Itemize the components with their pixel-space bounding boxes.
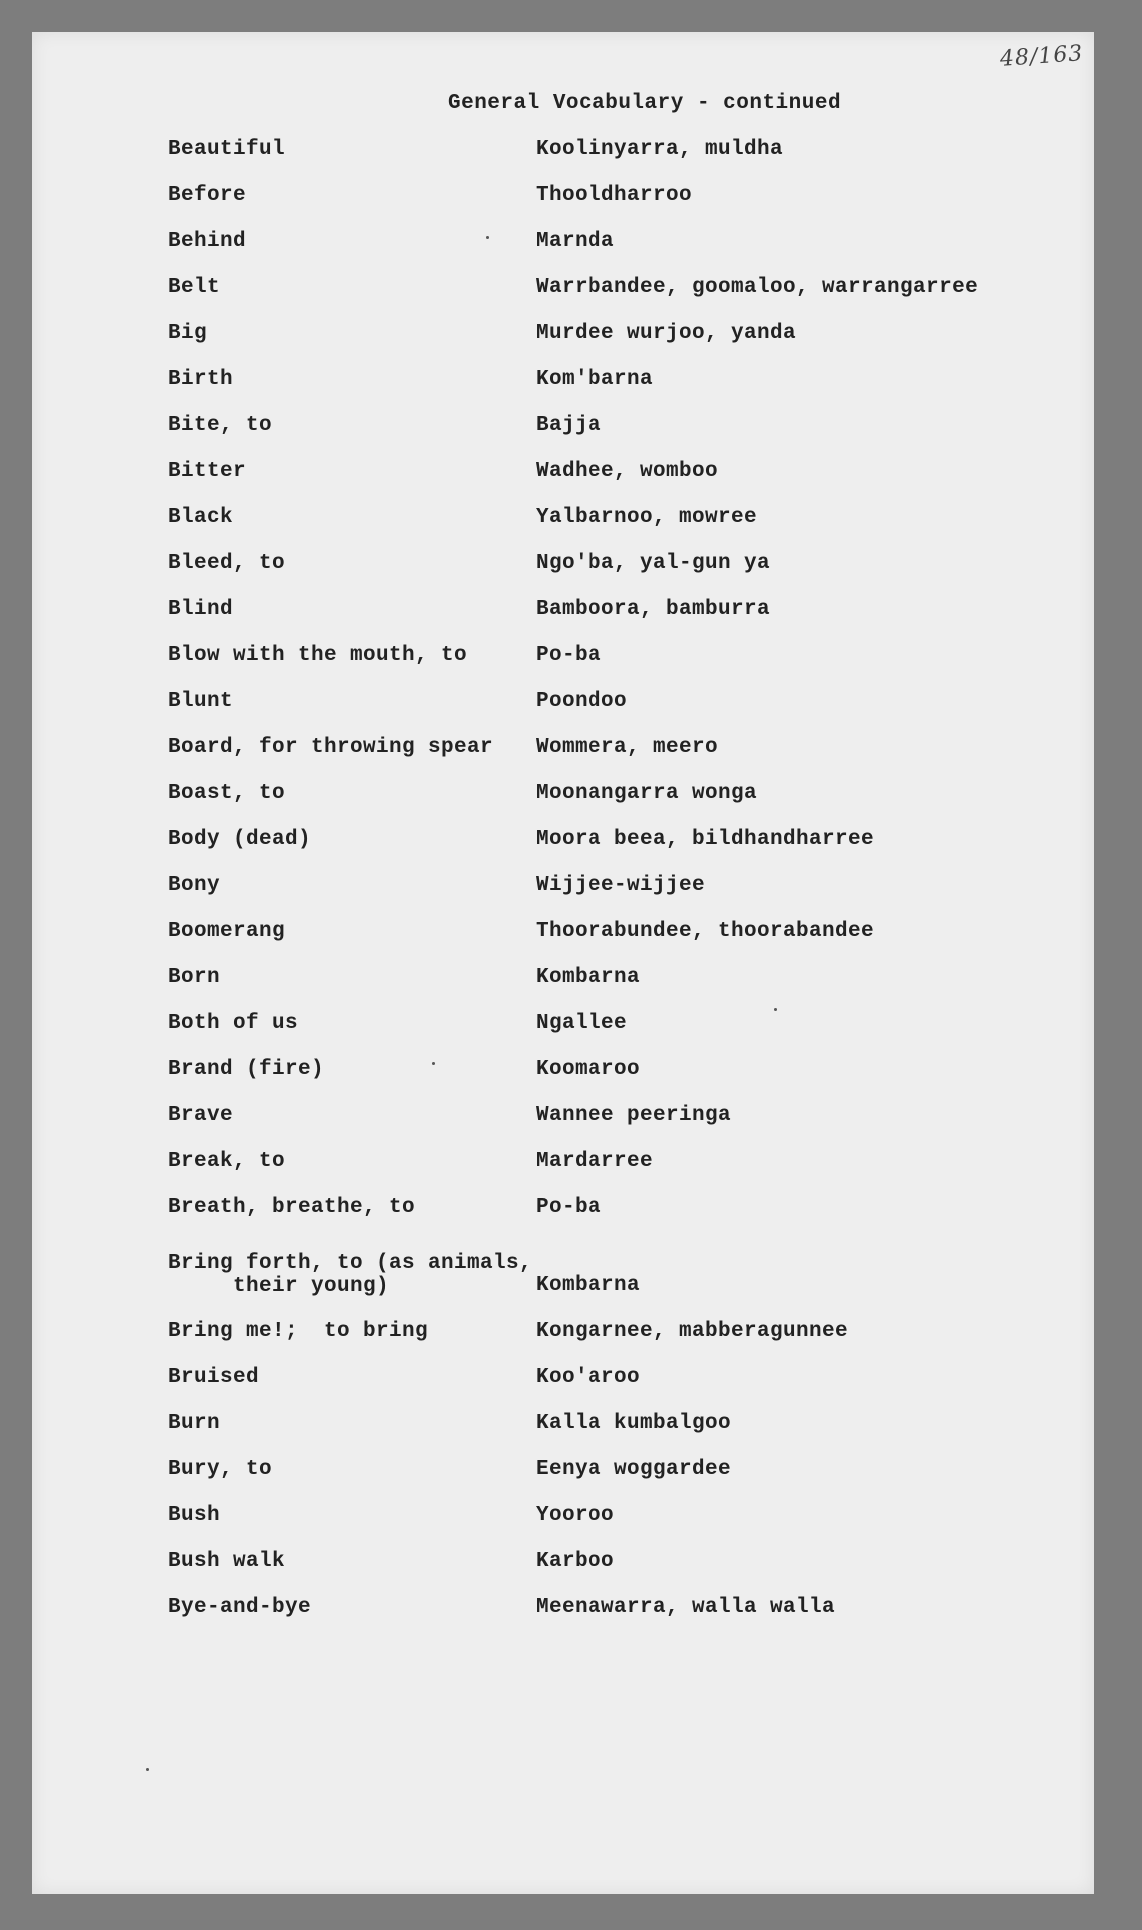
vocabulary-term: Board, for throwing spear [168,736,494,759]
vocabulary-term: Big [168,322,208,345]
vocabulary-row [0,184,1142,214]
vocabulary-row [0,1196,1142,1226]
vocabulary-row [0,966,1142,996]
vocabulary-definition: Po-ba [536,1196,602,1219]
vocabulary-row [0,1366,1142,1396]
vocabulary-term: Brand (fire) [168,1058,325,1081]
vocabulary-row [0,322,1142,352]
vocabulary-definition: Moora beea, bildhandharree [536,828,875,851]
vocabulary-definition: Kombarna [536,966,641,989]
vocabulary-row [0,368,1142,398]
vocabulary-term: Beautiful [168,138,286,161]
vocabulary-definition: Meenawarra, walla walla [536,1596,836,1619]
vocabulary-row [0,644,1142,674]
vocabulary-row [0,1504,1142,1534]
vocabulary-row [0,1550,1142,1580]
vocabulary-definition: Kalla kumbalgoo [536,1412,732,1435]
vocabulary-row [0,782,1142,812]
vocabulary-definition: Marnda [536,230,615,253]
vocabulary-term: Belt [168,276,221,299]
vocabulary-row [0,1058,1142,1088]
vocabulary-row [0,1458,1142,1488]
ink-speck [146,1768,149,1771]
vocabulary-row [0,736,1142,766]
vocabulary-row [0,1412,1142,1442]
vocabulary-definition: Thoorabundee, thoorabandee [536,920,875,943]
vocabulary-term: Bring me!; to bring [168,1320,429,1343]
vocabulary-definition: Thooldharroo [536,184,693,207]
vocabulary-term: Bye-and-bye [168,1596,312,1619]
vocabulary-term: Birth [168,368,234,391]
vocabulary-definition: Karboo [536,1550,615,1573]
vocabulary-row [0,828,1142,858]
vocabulary-definition: Bamboora, bamburra [536,598,771,621]
vocabulary-term: Break, to [168,1150,286,1173]
vocabulary-term: Both of us [168,1012,299,1035]
vocabulary-row [0,506,1142,536]
vocabulary-term: Bitter [168,460,247,483]
vocabulary-definition: Bajja [536,414,602,437]
vocabulary-definition: Murdee wurjoo, yanda [536,322,797,345]
vocabulary-definition: Yalbarnoo, mowree [536,506,758,529]
vocabulary-definition: Koo'aroo [536,1366,641,1389]
vocabulary-row [0,1320,1142,1350]
vocabulary-row [0,276,1142,306]
vocabulary-row [0,230,1142,260]
vocabulary-definition: Po-ba [536,644,602,667]
vocabulary-definition: Warrbandee, goomaloo, warrangarree [536,276,979,299]
vocabulary-definition: Yooroo [536,1504,615,1527]
vocabulary-row [0,1104,1142,1134]
vocabulary-term: Blind [168,598,234,621]
vocabulary-term: Boomerang [168,920,286,943]
vocabulary-row [0,1252,1142,1298]
vocabulary-definition: Ngallee [536,1012,628,1035]
vocabulary-term: Bleed, to [168,552,286,575]
vocabulary-row [0,1012,1142,1042]
ink-speck [774,1008,777,1011]
vocabulary-row [0,1596,1142,1626]
vocabulary-definition: Moonangarra wonga [536,782,758,805]
vocabulary-term: Burn [168,1412,221,1435]
vocabulary-term: Bring forth, to (as animals, their young) [168,1252,533,1298]
vocabulary-term: Bony [168,874,221,897]
vocabulary-row [0,460,1142,490]
vocabulary-row [0,552,1142,582]
vocabulary-definition: Poondoo [536,690,628,713]
vocabulary-term: Bruised [168,1366,260,1389]
vocabulary-term: Behind [168,230,247,253]
vocabulary-term: Before [168,184,247,207]
vocabulary-row [0,1150,1142,1180]
vocabulary-definition: Wadhee, womboo [536,460,719,483]
vocabulary-term: Breath, breathe, to [168,1196,416,1219]
vocabulary-definition: Koolinyarra, muldha [536,138,784,161]
vocabulary-definition: Wannee peeringa [536,1104,732,1127]
vocabulary-row [0,414,1142,444]
page-number: 48/163 [999,41,1085,72]
page-title: General Vocabulary - continued [448,92,842,115]
vocabulary-definition: Koomaroo [536,1058,641,1081]
vocabulary-definition: Mardarree [536,1150,654,1173]
vocabulary-row [0,874,1142,904]
vocabulary-term: Boast, to [168,782,286,805]
vocabulary-term: Brave [168,1104,234,1127]
vocabulary-definition: Kongarnee, mabberagunnee [536,1320,849,1343]
vocabulary-term: Bush [168,1504,221,1527]
vocabulary-definition: Wommera, meero [536,736,719,759]
vocabulary-term: Blow with the mouth, to [168,644,468,667]
vocabulary-term: Blunt [168,690,234,713]
vocabulary-definition: Ngo'ba, yal-gun ya [536,552,771,575]
vocabulary-row [0,598,1142,628]
vocabulary-definition: Wijjee-wijjee [536,874,706,897]
vocabulary-term: Bite, to [168,414,273,437]
vocabulary-term: Body (dead) [168,828,312,851]
vocabulary-definition: Eenya woggardee [536,1458,732,1481]
vocabulary-term: Born [168,966,221,989]
vocabulary-row [0,690,1142,720]
vocabulary-definition: Kombarna [536,1274,641,1297]
vocabulary-row [0,138,1142,168]
vocabulary-row [0,920,1142,950]
vocabulary-term: Bush walk [168,1550,286,1573]
vocabulary-term: Black [168,506,234,529]
vocabulary-definition: Kom'barna [536,368,654,391]
vocabulary-term: Bury, to [168,1458,273,1481]
